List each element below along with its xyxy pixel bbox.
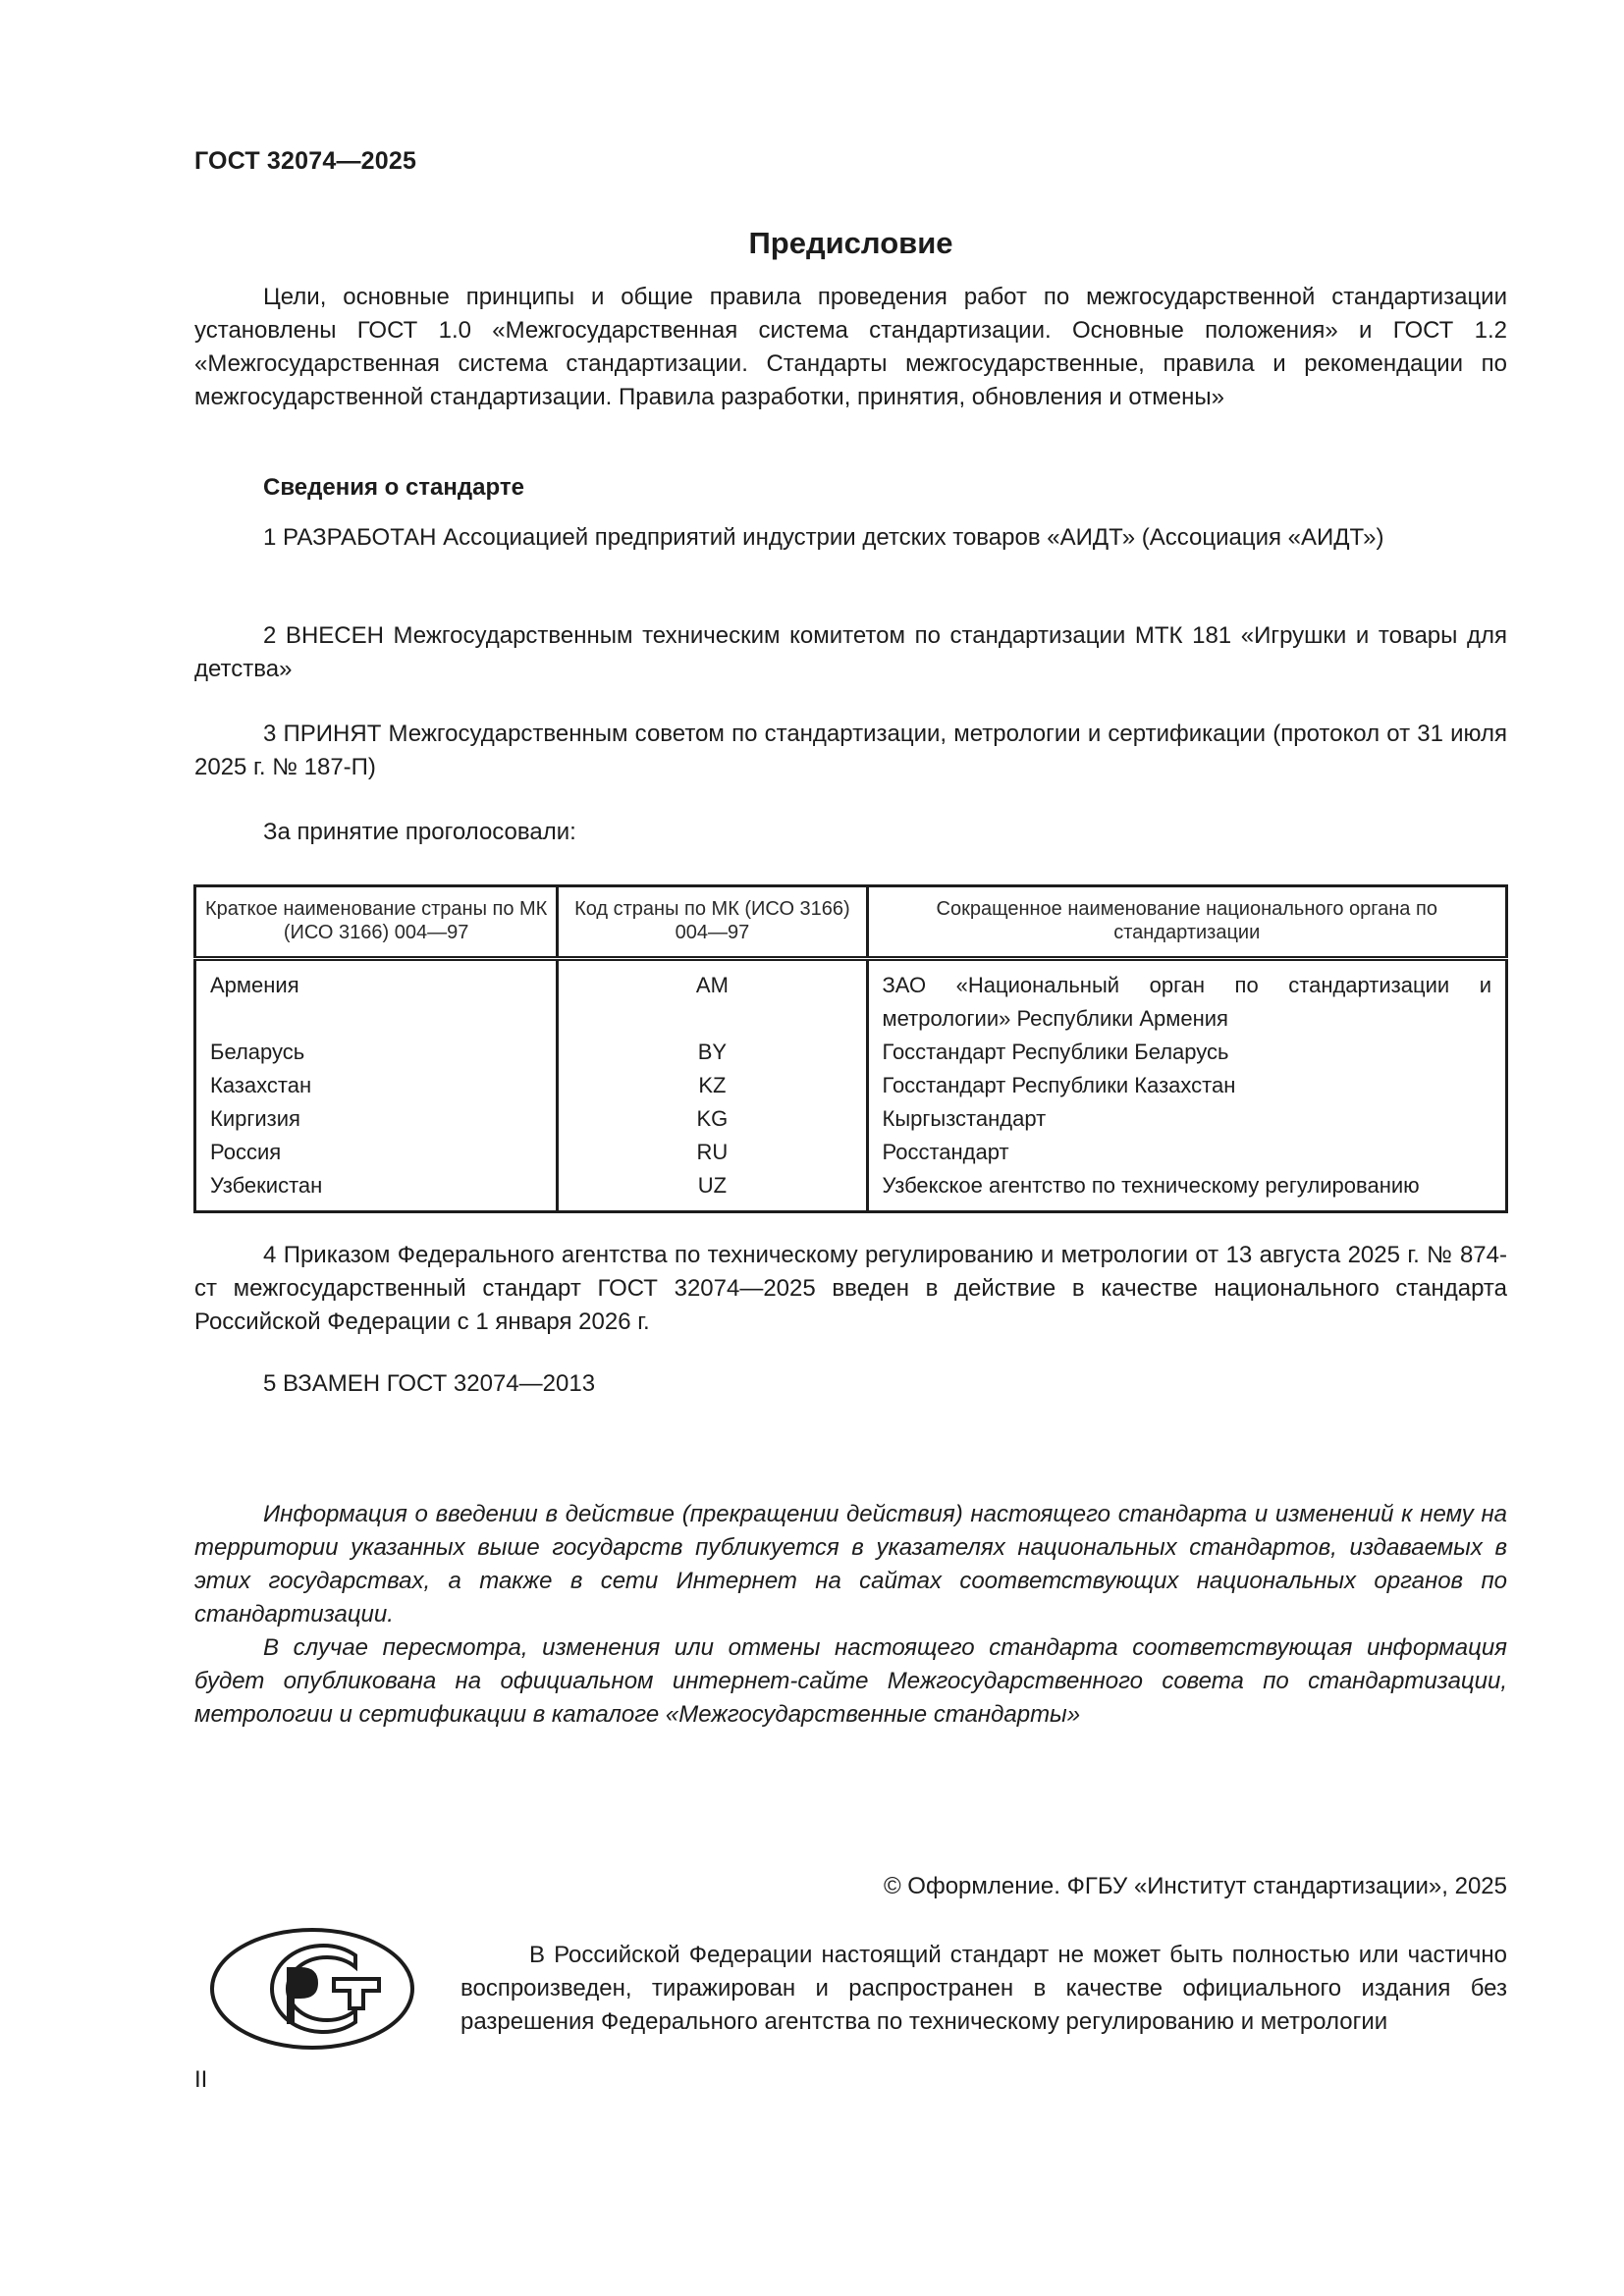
agency-name: Росстандарт [867,1136,1507,1169]
copyright-line: © Оформление. ФГБУ «Институт стандартизации», 2025 [883,1873,1507,1899]
doc-code: ГОСТ 32074—2025 [194,147,417,175]
country-name: Казахстан [195,1069,558,1102]
item-enacted: 4 Приказом Федерального агентства по техническому регулированию и метрологии от 13 августа 2025 г. № 874-ст межгосударственный стандарт ГОСТ 32074—2025 введен в действие в качестве национального стандарта Российской Федерации с 1 января 2026 г. [194,1242,1507,1335]
table-row [195,1102,1507,1136]
item-introduced: 2 ВНЕСЕН Межгосударственным техническим комитетом по стандартизации МТК 181 «Игрушки и товары для детства» [194,622,1507,682]
table-row [195,1169,1507,1212]
table-header-row [195,886,1507,959]
agency-name: Кыргызстандарт [867,1102,1507,1136]
country-code: KZ [558,1069,867,1102]
page-title: Предисловие [748,226,953,260]
country-name: Киргизия [195,1102,558,1136]
country-name: Армения [195,959,558,1037]
agency-name: ЗАО «Национальный орган по стандартизации и метрологии» Республики Армения [867,959,1507,1037]
column-header-code: Код страны по МК (ИСО 3166) 004—97 [558,886,867,959]
country-code: RU [558,1136,867,1169]
info-note-revision: В случае пересмотра, изменения или отмены настоящего стандарта соответствующая информация будет опубликована на официальном интернет-сайте Межгосударственного совета по стандартизации, метрологии и сертификации в каталоге «Межгосударственные стандарты» [194,1634,1507,1728]
agency-name: Госстандарт Республики Беларусь [867,1036,1507,1069]
country-name: Россия [195,1136,558,1169]
country-name: Беларусь [195,1036,558,1069]
country-code: BY [558,1036,867,1069]
table-row [195,1069,1507,1102]
table-row [195,959,1507,1037]
item-developed: 1 РАЗРАБОТАН Ассоциацией предприятий индустрии детских товаров «АИДТ» (Ассоциация «АИДТ») [263,524,1384,551]
agency-name: Узбекское агентство по техническому регулированию [867,1169,1507,1212]
item-replaces: 5 ВЗАМЕН ГОСТ 32074—2013 [263,1370,596,1397]
voting-countries-table [193,884,1508,1213]
voted-label: За принятие проголосовали: [263,819,576,845]
intro-paragraph: Цели, основные принципы и общие правила проведения работ по межгосударственной стандартизации установлены ГОСТ 1.0 «Межгосударственная система стандартизации. Основные положения» и ГОСТ 1.2 «Межгосударственная система стандартизации. Стандарты межгосударственные, правила и рекомендации по межгосударственной стандартизации. Правила разработки, принятия, обновления и отмены» [194,284,1507,410]
rst-certification-mark-icon [208,1926,416,2052]
table-row [195,1136,1507,1169]
agency-name: Госстандарт Республики Казахстан [867,1069,1507,1102]
table-row [195,1036,1507,1069]
column-header-agency: Сокращенное наименование национального органа по стандартизации [867,886,1507,959]
section-heading: Сведения о стандарте [263,474,524,501]
column-header-country: Краткое наименование страны по МК (ИСО 3166) 004—97 [195,886,558,959]
page-number: II [194,2066,208,2093]
item-adopted: 3 ПРИНЯТ Межгосударственным советом по стандартизации, метрологии и сертификации (протокол от 31 июля 2025 г. № 187-П) [194,721,1507,780]
country-code: KG [558,1102,867,1136]
info-note-publication: Информация о введении в действие (прекращении действия) настоящего стандарта и изменений к нему на территории указанных выше государств публикуется в указателях национальных стандартов, издаваемых в этих государствах, а также в сети Интернет на сайтах соответствующих национальных органов по стандартизации. [194,1501,1507,1628]
reproduction-notice: В Российской Федерации настоящий стандарт не может быть полностью или частично воспроизведен, тиражирован и распространен в качестве официального издания без разрешения Федерального агентства по техническому регулированию и метрологии [460,1942,1507,2035]
country-code: UZ [558,1169,867,1212]
country-code: AM [558,959,867,1037]
country-name: Узбекистан [195,1169,558,1212]
